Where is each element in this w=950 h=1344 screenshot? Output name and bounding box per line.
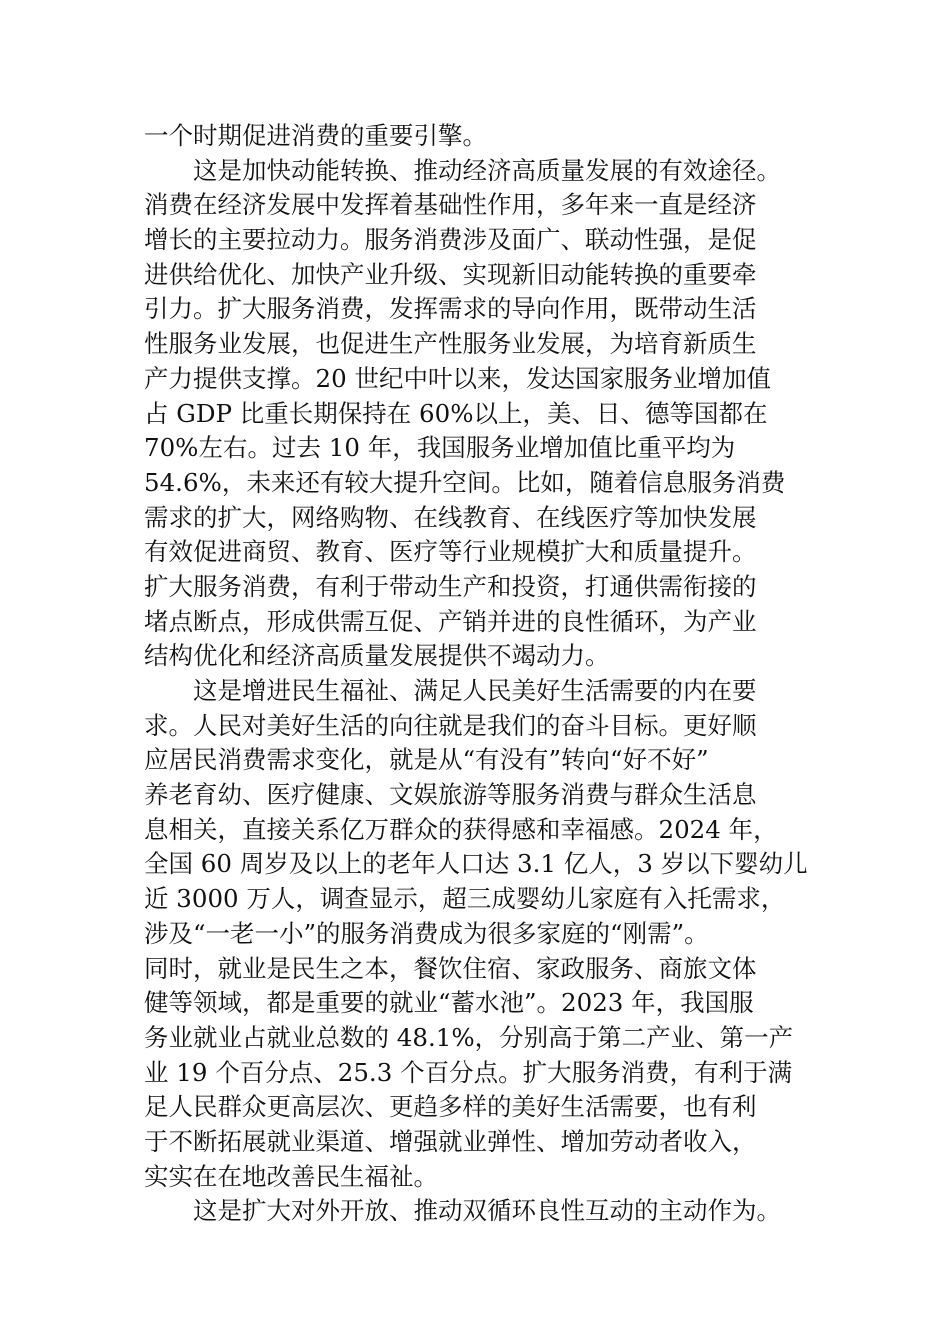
paragraph-2 [144,154,814,674]
text-line: 业 19 个百分点、25.3 个百分点。扩大服务消费，有利于满 [144,1057,793,1087]
text-line: 占 GDP 比重长期保持在 60%以上，美、日、德等国都在 [144,398,768,428]
text-line: 于不断拓展就业渠道、增强就业弹性、增加劳动者收入， [144,1126,757,1156]
text-line: 养老育幼、医疗健康、文娱旅游等服务消费与群众生活息 [144,780,757,810]
text-line: 求。人民对美好生活的向往就是我们的奋斗目标。更好顺 [144,710,757,740]
text-line: 消费在经济发展中发挥着基础性作用，多年来一直是经济 [144,190,757,220]
text-line: 这是加快动能转换、推动经济高质量发展的有效途径。 [193,155,781,185]
text-line: 足人民群众更高层次、更趋多样的美好生活需要，也有利 [144,1092,757,1122]
text-line: 有效促进商贸、教育、医疗等行业规模扩大和质量提升。 [144,537,757,567]
text-line: 实实在在地改善民生福祉。 [144,1161,438,1191]
text-line: 70%左右。过去 10 年，我国服务业增加值比重平均为 [144,433,736,463]
text-line: 务业就业占就业总数的 48.1%，分别高于第二产业、第一产 [144,1022,794,1052]
text-line: 结构优化和经济高质量发展提供不竭动力。 [144,641,610,671]
text-line: 产力提供支撑。20 世纪中叶以来，发达国家服务业增加值 [144,363,771,393]
text-line: 同时，就业是民生之本，餐饮住宿、家政服务、商旅文体 [144,953,757,983]
text-line: 应居民消费需求变化，就是从“有没有”转向“好不好” [144,745,709,775]
text-line: 54.6%，未来还有较大提升空间。比如，随着信息服务消费 [144,467,786,497]
text-line: 引力。扩大服务消费，发挥需求的导向作用，既带动生活 [144,294,757,324]
paragraph-3 [144,674,814,1194]
text-line: 近 3000 万人，调查显示，超三成婴幼儿家庭有入托需求， [144,884,786,914]
text-line: 全国 60 周岁及以上的老年人口达 3.1 亿人，3 岁以下婴幼儿 [144,849,808,879]
text-line: 进供给优化、加快产业升级、实现新旧动能转换的重要牵 [144,259,757,289]
text-line: 堵点断点，形成供需互促、产销并进的良性循环，为产业 [144,606,757,636]
paragraph-4 [144,1194,814,1229]
text-line: 这是扩大对外开放、推动双循环良性互动的主动作为。 [193,1196,781,1226]
text-line: 健等领域，都是重要的就业“蓄水池”。2023 年，我国服 [144,988,754,1018]
document-page [144,119,814,1229]
text-line: 需求的扩大，网络购物、在线教育、在线医疗等加快发展 [144,502,757,532]
text-line: 涉及“一老一小”的服务消费成为很多家庭的“刚需”。 [144,918,709,948]
text-line: 增长的主要拉动力。服务消费涉及面广、联动性强，是促 [144,225,757,255]
text-line: 性服务业发展，也促进生产性服务业发展，为培育新质生 [144,329,757,359]
paragraph-1 [144,119,814,154]
text-line: 扩大服务消费，有利于带动生产和投资，打通供需衔接的 [144,571,757,601]
text-line: 一个时期促进消费的重要引擎。 [144,121,487,150]
text-line: 这是增进民生福祉、满足人民美好生活需要的内在要 [193,676,757,705]
text-line: 息相关，直接关系亿万群众的获得感和幸福感。2024 年， [144,814,778,844]
